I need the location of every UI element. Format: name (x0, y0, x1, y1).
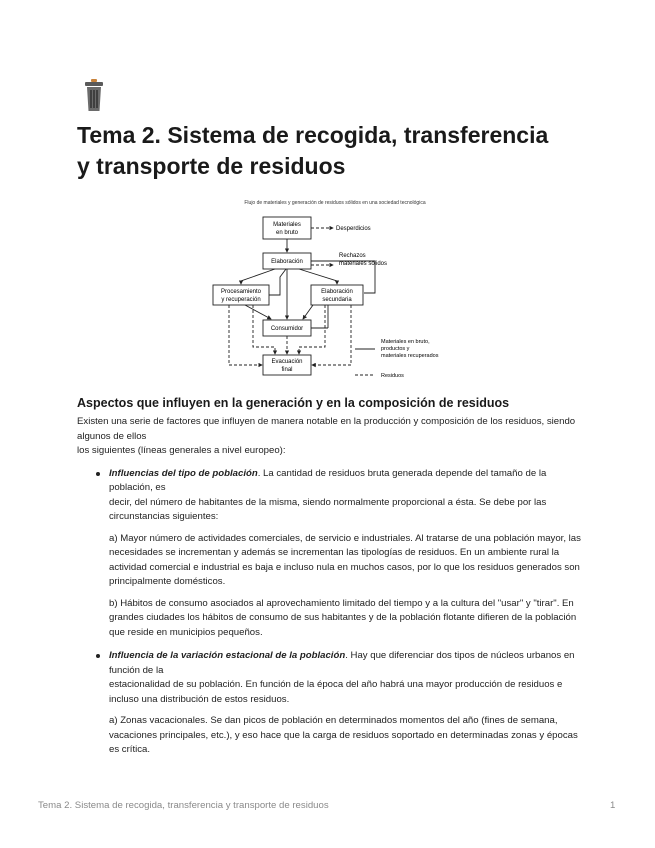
bullet-text-1: . La cantidad de residuos bruta generada depende del tamaño de la población, es (109, 467, 547, 493)
node-elaboracion-label: Elaboración (271, 259, 303, 265)
intro-line-1: Existen una serie de factores que influyen de manera notable en la producción y composición de los residuos, siendo algunos de ellos (77, 416, 576, 442)
section-body (77, 415, 582, 758)
node-consumidor-label: Consumidor (270, 326, 304, 332)
legend-solid-3: materiales recuperados (381, 353, 439, 359)
bullet-icon (96, 472, 100, 476)
label-rechazos-2: materiales sólidos (339, 261, 388, 267)
footer-title: Tema 2. Sistema de recogida, transferencia y transporte de residuos (38, 800, 329, 811)
node-elab-secundaria-label-2: secundaria (322, 297, 352, 303)
node-evacuacion-label-1: Evacuación (271, 359, 303, 365)
bullet-text-1: . Hay que diferenciar dos tipos de núcleos urbanos en función de la (109, 650, 575, 676)
node-procesamiento-label-1: Procesamiento (220, 289, 262, 295)
page-title (77, 120, 597, 182)
bullet-text-2: estacionalidad de su población. En función de la época del año habrá una mayor producción de residuos e incluso una distribución de estos residuos. (109, 679, 563, 705)
bullet-text-2: decir, del número de habitantes de la misma, siendo normalmente proporcional a ésta. Se debe por las circunstancias siguientes: (109, 496, 547, 522)
page-number: 1 (610, 800, 616, 811)
bullet-title: Influencia de la variación estacional de la población (109, 650, 346, 661)
node-materiales-label-1: Materiales (273, 222, 301, 228)
node-procesamiento-label-2: y recuperación (221, 297, 261, 303)
intro-line-2: los siguientes (líneas generales a nivel europeo): (77, 445, 286, 456)
legend-dashed: Residuos (381, 373, 404, 379)
title-line-2: y transporte de residuos (77, 153, 346, 179)
sub-item-b: b) Hábitos de consumo asociados al aprovechamiento limitado del tiempo y a la cultura del "usar" y "tirar". En grandes ciudades los hábitos de consumo de sus habitantes y de la población flotante difieren de la población que reside en municipios pequeños. (109, 597, 577, 638)
node-evacuacion-label-2: final (281, 367, 293, 373)
trash-icon (84, 78, 104, 112)
list-item (109, 467, 582, 641)
node-elab-secundaria-label-1: Elaboración (321, 289, 353, 295)
list-item (109, 649, 582, 758)
label-rechazos-1: Rechazos (339, 253, 366, 259)
bullet-icon (96, 654, 100, 658)
sub-item-a: a) Mayor número de actividades comerciales, de servicio e industriales. Al tratarse de una población mayor, las necesidades se incrementan y además se incrementan las tipologías de residuos. En un ambiente rural la actividad comercial e industrial es baja e incluso nula en muchos casos, por lo que los residuos generados son principalmente domésticos. (109, 532, 581, 587)
title-line-1: Tema 2. Sistema de recogida, transferencia (77, 122, 549, 148)
legend-solid-2: productos y (381, 346, 410, 352)
waste-flow-diagram (205, 197, 465, 385)
label-desperdicios: Desperdicios (336, 226, 371, 232)
legend-solid-1: Materiales en bruto, (381, 339, 430, 345)
sub-item-a: a) Zonas vacacionales. Se dan picos de población en determinados momentos del año (fines de semana, vacaciones principales, etc.), y eso hace que la carga de residuos soportado en determinadas zonas y épocas es crítica. (109, 715, 578, 755)
section-heading: Aspectos que influyen en la generación y en la composición de residuos (77, 396, 510, 410)
diagram-caption: Flujo de materiales y generación de residuos sólidos en una sociedad tecnológica (244, 200, 426, 206)
node-materiales-label-2: en bruto (275, 230, 299, 236)
factor-list (77, 467, 582, 758)
bullet-title: Influencias del tipo de población (109, 467, 258, 479)
